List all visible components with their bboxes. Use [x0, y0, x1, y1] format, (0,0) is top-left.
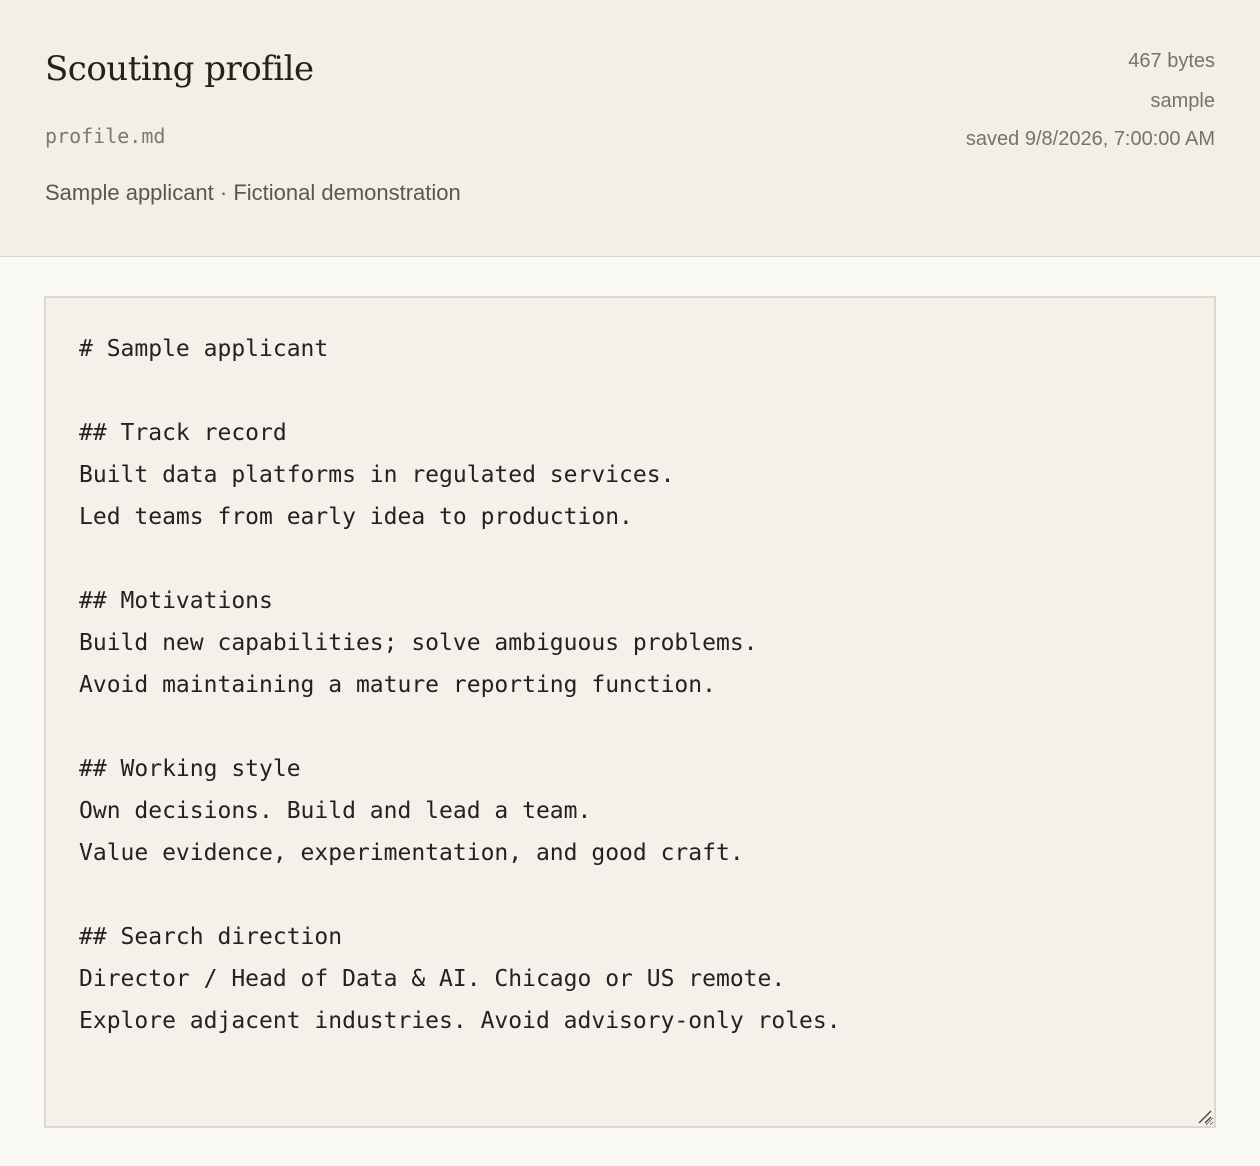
resize-grip-icon[interactable]: [1196, 1108, 1212, 1124]
page-header: [0, 0, 1260, 257]
profile-kind-label: sample: [1150, 90, 1215, 112]
saved-timestamp: saved 9/8/2026, 7:00:00 AM: [965, 128, 1215, 150]
file-size: 467 bytes: [1128, 50, 1215, 72]
page-title: Scouting profile: [45, 49, 314, 89]
file-name: profile.md: [45, 124, 166, 148]
profile-editor[interactable]: [44, 296, 1216, 1128]
profile-subtitle: Sample applicant · Fictional demonstration: [45, 180, 461, 205]
